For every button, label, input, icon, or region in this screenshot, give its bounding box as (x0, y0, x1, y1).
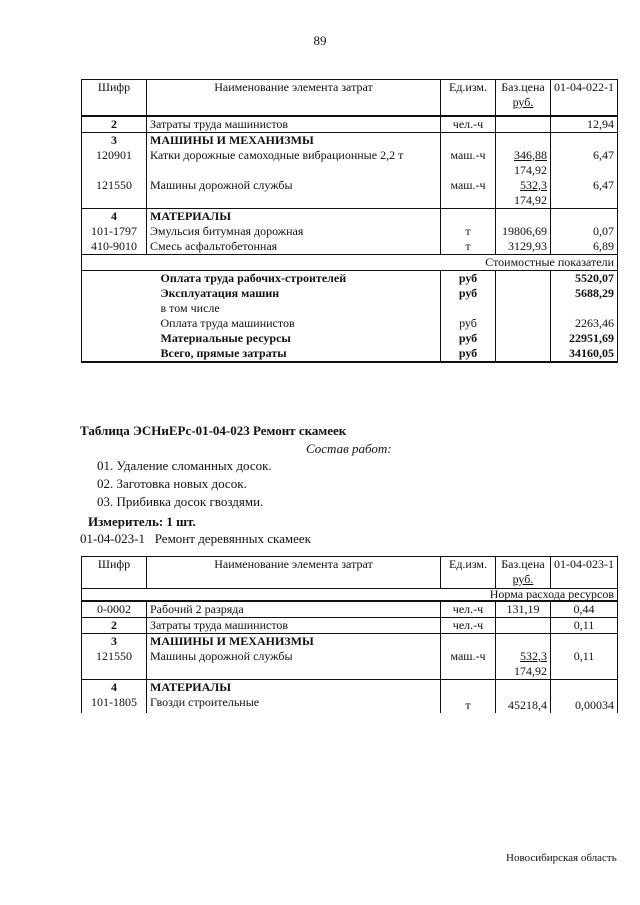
cost-row: в том числе (82, 301, 618, 316)
composition-heading: Состав работ: (306, 441, 392, 456)
item-code: 01-04-023-1 (80, 531, 145, 546)
col-price-header: Баз.цена руб. (496, 80, 551, 116)
cost-row: Всего, прямые затраты руб 34160,05 (82, 346, 618, 362)
col-name-header: Наименование элемента затрат (147, 80, 441, 116)
table-header (82, 557, 618, 589)
item-name: Ремонт деревянных скамеек (154, 531, 311, 546)
table-row: 4 МАТЕРИАЛЫ (82, 208, 618, 224)
col-unit-header: Ед.изм. (441, 80, 496, 116)
table-row: 3 МАШИНЫ И МЕХАНИЗМЫ (82, 132, 618, 148)
section-title: Таблица ЭСНиЕРс-01-04-023 Ремонт скамеек (80, 423, 347, 438)
cost-row: Эксплуатация машин руб 5688,29 (82, 286, 618, 301)
table-row: 121550 Машины дорожной службы маш.-ч 532,3 174,92 6,47 (82, 178, 618, 209)
resource-table-1 (81, 79, 618, 363)
col-norm-header: 01-04-023-1 (551, 557, 618, 589)
table-row: 410-9010 Смесь асфальтобетонная т 3129,93 6,89 (82, 239, 618, 255)
cost-row: Оплата труда машинистов руб 2263,46 (82, 316, 618, 331)
col-norm-header: 01-04-022-1 (551, 80, 618, 116)
table-row: 101-1797 Эмульсия битумная дорожная т 19806,69 0,07 (82, 224, 618, 239)
table-row: 121550 Машины дорожной службы маш.-ч 532,3 174,92 0,11 (82, 649, 618, 680)
norm-header-row: Норма расхода ресурсов (82, 589, 618, 602)
footer-region: Новосибирская область (506, 852, 617, 864)
resource-table-2 (81, 556, 618, 713)
col-name-header: Наименование элемента затрат (147, 557, 441, 589)
table-row: 2 Затраты труда машинистов чел.-ч 0,11 (82, 618, 618, 634)
work-item: 01. Удаление сломанных досок. (97, 458, 272, 473)
table-row: 120901 Катки дорожные самоходные вибрационные 2,2 т маш.-ч 346,88 174,92 6,47 (82, 148, 618, 178)
col-code-header: Шифр (82, 557, 147, 589)
item-line (80, 531, 311, 547)
table-row: 0-0002 Рабочий 2 разряда чел.-ч 131,19 0,44 (82, 601, 618, 618)
table-header (82, 80, 618, 116)
cost-header-row: Стоимостные показатели (82, 254, 618, 270)
col-code-header: Шифр (82, 80, 147, 116)
measure-line: Измеритель: 1 шт. (88, 514, 196, 529)
cost-row: Материальные ресурсы руб 22951,69 (82, 331, 618, 346)
table-row: 2 Затраты труда машинистов чел.-ч 12,94 (82, 116, 618, 133)
table-row: 4 МАТЕРИАЛЫ (82, 680, 618, 696)
cost-row: Оплата труда рабочих-строителей руб 5520,07 (82, 270, 618, 286)
work-item: 03. Прибивка досок гвоздями. (97, 494, 264, 509)
col-price-header: Баз.цена руб. (496, 557, 551, 589)
work-item: 02. Заготовка новых досок. (97, 476, 247, 491)
page-number: 89 (313, 33, 327, 48)
table-row: 3 МАШИНЫ И МЕХАНИЗМЫ (82, 634, 618, 650)
col-unit-header: Ед.изм. (441, 557, 496, 589)
table-row: 101-1805 Гвозди строительные т 45218,4 0,00034 (82, 695, 618, 713)
